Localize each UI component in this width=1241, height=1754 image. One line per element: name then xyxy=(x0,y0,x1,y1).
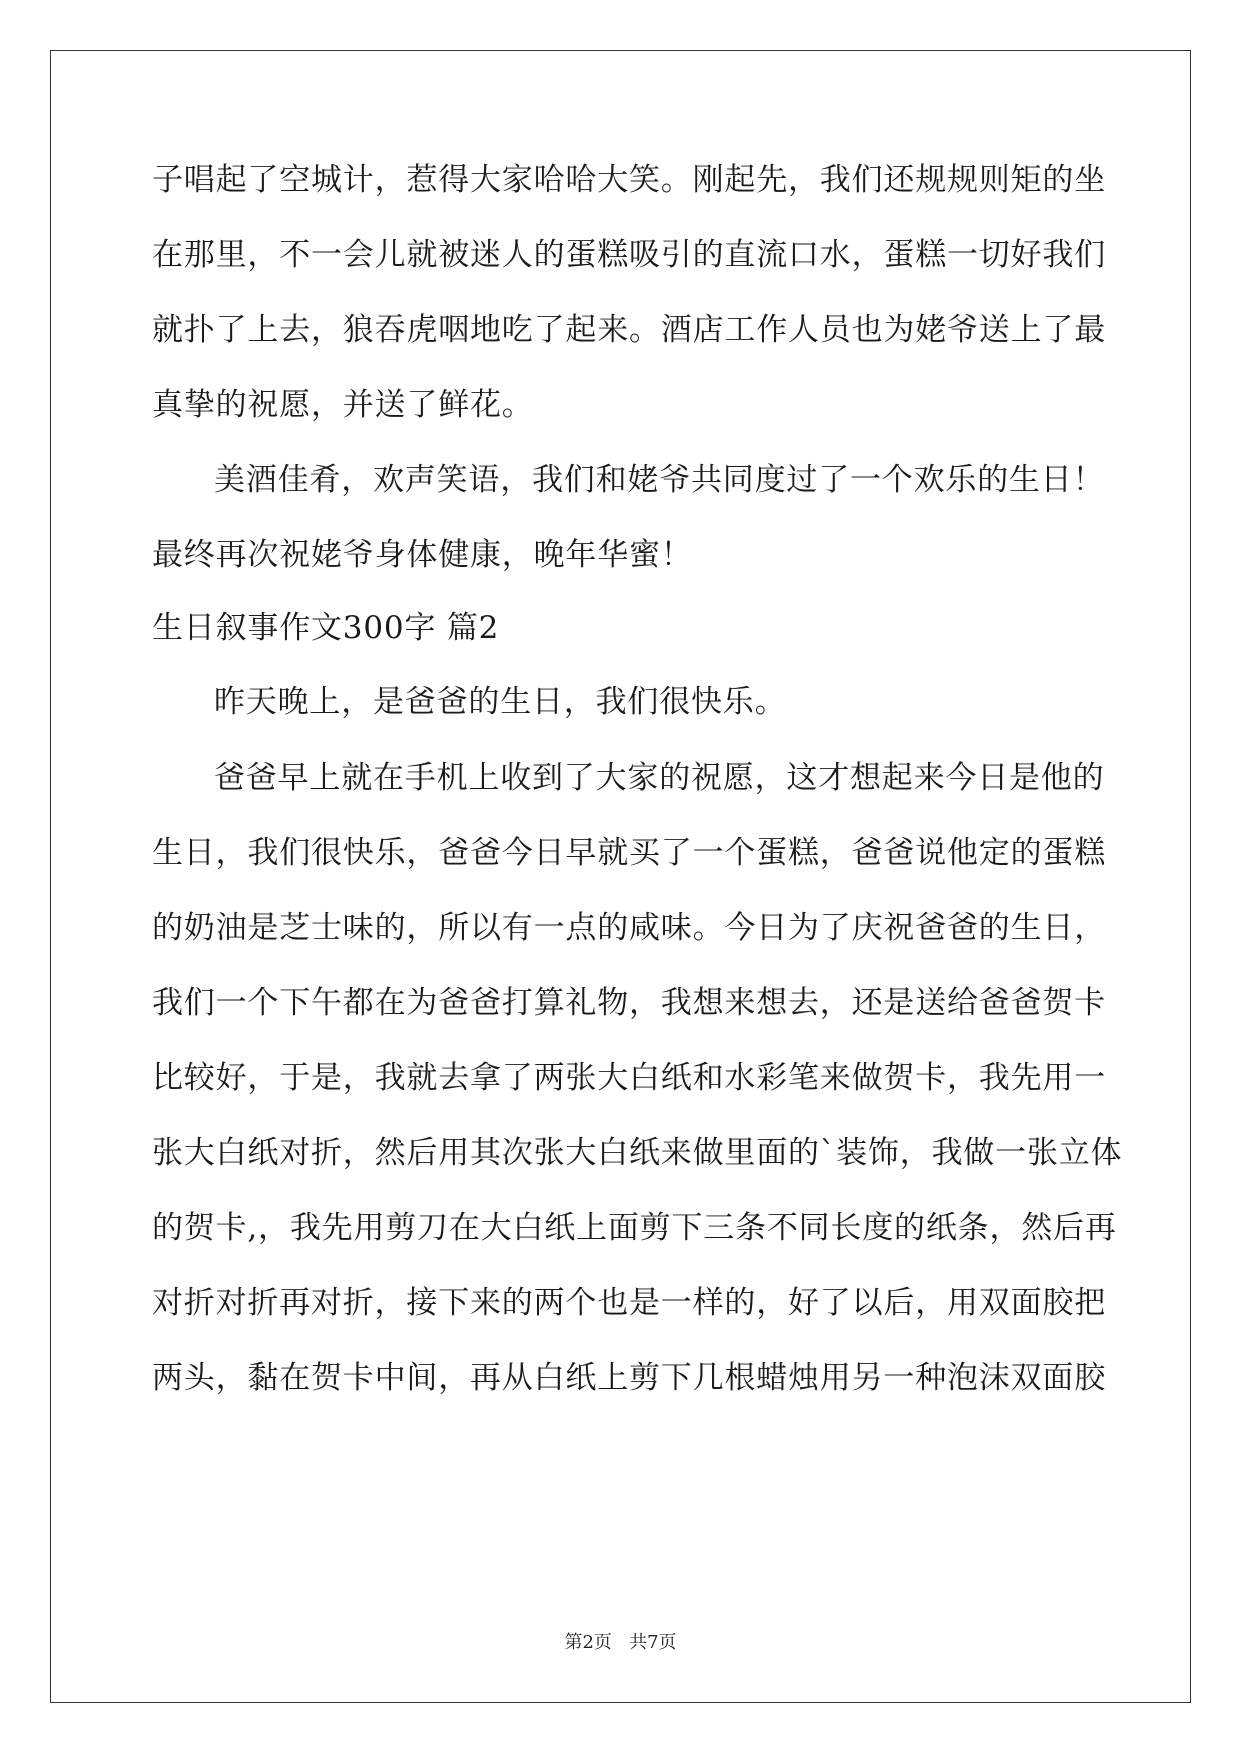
paragraph-line: 两头，黏在贺卡中间，再从白纸上剪下几根蜡烛用另一种泡沫双面胶 xyxy=(152,1360,1106,1396)
paragraph-line: 子唱起了空城计，惹得大家哈哈大笑。刚起先，我们还规规则矩的坐 xyxy=(152,162,1106,198)
paragraph-line: 昨天晚上，是爸爸的生日，我们很快乐。 xyxy=(214,684,787,720)
paragraph-line: 美酒佳肴，欢声笑语，我们和姥爷共同度过了一个欢乐的生日！ xyxy=(214,462,1105,498)
paragraph-line: 对折对折再对折，接下来的两个也是一样的，好了以后，用双面胶把 xyxy=(152,1285,1106,1321)
paragraph-line: 爸爸早上就在手机上收到了大家的祝愿，这才想起来今日是他的 xyxy=(214,760,1105,796)
paragraph-line: 的奶油是芝士味的，所以有一点的咸味。今日为了庆祝爸爸的生日， xyxy=(152,910,1106,946)
paragraph-line: 的贺卡,，我先用剪刀在大白纸上面剪下三条不同长度的纸条，然后再 xyxy=(152,1210,1117,1246)
paragraph-line: 真挚的祝愿，并送了鲜花。 xyxy=(152,387,534,423)
page-border xyxy=(50,50,1191,1703)
paragraph-line: 最终再次祝姥爷身体健康，晚年华蜜！ xyxy=(152,537,693,573)
paragraph-line: 在那里，不一会儿就被迷人的蛋糕吸引的直流口水，蛋糕一切好我们 xyxy=(152,237,1106,273)
paragraph-line: 张大白纸对折，然后用其次张大白纸来做里面的`装饰，我做一张立体 xyxy=(152,1135,1123,1171)
paragraph-line: 生日，我们很快乐，爸爸今日早就买了一个蛋糕，爸爸说他定的蛋糕 xyxy=(152,835,1106,871)
paragraph-line: 我们一个下午都在为爸爸打算礼物，我想来想去，还是送给爸爸贺卡 xyxy=(152,985,1106,1021)
paragraph-line: 比较好，于是，我就去拿了两张大白纸和水彩笔来做贺卡，我先用一 xyxy=(152,1060,1106,1096)
section-heading: 生日叙事作文300字 篇2 xyxy=(152,610,500,646)
paragraph-line: 就扑了上去，狼吞虎咽地吃了起来。酒店工作人员也为姥爷送上了最 xyxy=(152,312,1106,348)
page-number-footer: 第2页 共7页 xyxy=(564,1632,677,1653)
